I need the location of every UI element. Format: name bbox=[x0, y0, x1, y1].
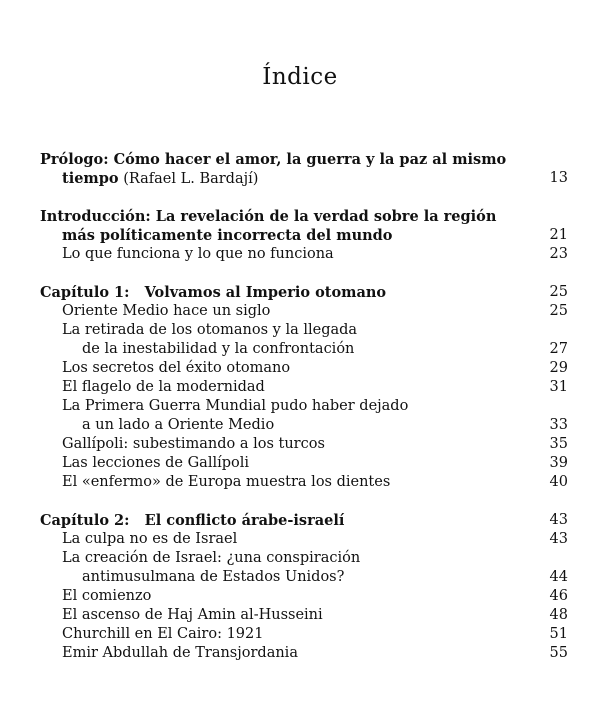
toc-entry-text: Los secretos del éxito otomano bbox=[62, 360, 291, 376]
toc-entry-text: El ascenso de Haj Amin al-Husseini bbox=[62, 607, 323, 623]
toc-entry-page: 43 bbox=[549, 531, 568, 547]
toc-entry-text: El flagelo de la modernidad bbox=[62, 379, 265, 395]
toc-entry-page: 55 bbox=[549, 645, 568, 661]
toc-entry-text: Emir Abdullah de Transjordania bbox=[62, 645, 298, 661]
toc-entry-page: 27 bbox=[549, 341, 568, 357]
toc-prologo-page: 13 bbox=[549, 170, 568, 186]
table-of-contents bbox=[40, 150, 568, 663]
toc-prologo-title-cont: tiempo bbox=[62, 170, 119, 187]
toc-introduccion-title: Introducción: La revelación de la verdad sobre la región bbox=[40, 208, 497, 225]
toc-introduccion-title-cont: más políticamente incorrecta del mundo bbox=[62, 227, 393, 244]
toc-entry bbox=[40, 435, 568, 454]
toc-entry bbox=[40, 625, 568, 644]
toc-entry-text: La culpa no es de Israel bbox=[62, 531, 238, 547]
toc-entry-text: Las lecciones de Gallípoli bbox=[62, 455, 250, 471]
toc-entry bbox=[40, 359, 568, 378]
toc-prologo-author: (Rafael L. Bardají) bbox=[118, 171, 259, 187]
toc-entry bbox=[40, 530, 568, 549]
toc-entry-text-cont: de la inestabilidad y la confrontación bbox=[82, 341, 355, 357]
toc-entry bbox=[40, 378, 568, 397]
toc-entry-page: 25 bbox=[549, 303, 568, 319]
toc-entry-page: 23 bbox=[549, 246, 568, 262]
toc-capitulo1-page: 25 bbox=[549, 284, 568, 300]
toc-introduccion-line2 bbox=[40, 226, 568, 245]
toc-entry-cont bbox=[40, 340, 568, 359]
toc-entry-cont bbox=[40, 568, 568, 587]
toc-entry-page: 35 bbox=[549, 436, 568, 452]
page-title: Índice bbox=[262, 64, 338, 90]
toc-entry-page: 44 bbox=[549, 569, 568, 585]
toc-entry bbox=[40, 397, 568, 416]
toc-entry-text-cont: antimusulmana de Estados Unidos? bbox=[82, 569, 345, 585]
toc-entry bbox=[40, 606, 568, 625]
toc-entry-page: 31 bbox=[549, 379, 568, 395]
toc-capitulo2-heading bbox=[40, 511, 568, 530]
toc-capitulo1-title: Capítulo 1: Volvamos al Imperio otomano bbox=[40, 284, 387, 301]
toc-introduccion-line1 bbox=[40, 207, 568, 226]
toc-entry-text: Lo que funciona y lo que no funciona bbox=[62, 246, 334, 262]
toc-capitulo2-page: 43 bbox=[549, 512, 568, 528]
toc-entry-page: 46 bbox=[549, 588, 568, 604]
toc-capitulo2-title: Capítulo 2: El conflicto árabe-israelí bbox=[40, 512, 345, 529]
toc-entry bbox=[40, 302, 568, 321]
toc-entry bbox=[40, 587, 568, 606]
toc-entry-page: 51 bbox=[549, 626, 568, 642]
toc-capitulo1-heading bbox=[40, 283, 568, 302]
toc-entry bbox=[40, 454, 568, 473]
toc-entry-text: El «enfermo» de Europa muestra los dientes bbox=[62, 474, 391, 490]
toc-entry-text: La retirada de los otomanos y la llegada bbox=[62, 322, 358, 338]
toc-prologo-line2 bbox=[40, 169, 568, 188]
toc-prologo-title: Prólogo: Cómo hacer el amor, la guerra y la paz al mismo bbox=[40, 151, 507, 168]
toc-entry-text: Churchill en El Cairo: 1921 bbox=[62, 626, 264, 642]
toc-entry-page: 39 bbox=[549, 455, 568, 471]
toc-entry-text: Gallípoli: subestimando a los turcos bbox=[62, 436, 325, 452]
toc-entry bbox=[40, 549, 568, 568]
toc-entry-text: El comienzo bbox=[62, 588, 152, 604]
toc-entry bbox=[40, 644, 568, 663]
toc-entry-text: La Primera Guerra Mundial pudo haber dejado bbox=[62, 398, 409, 414]
toc-entry-page: 33 bbox=[549, 417, 568, 433]
toc-entry-text-cont: a un lado a Oriente Medio bbox=[82, 417, 275, 433]
toc-entry-page: 40 bbox=[549, 474, 568, 490]
toc-entry bbox=[40, 245, 568, 264]
toc-entry bbox=[40, 321, 568, 340]
toc-entry bbox=[40, 473, 568, 492]
toc-entry-cont bbox=[40, 416, 568, 435]
toc-entry-text: Oriente Medio hace un siglo bbox=[62, 303, 271, 319]
toc-prologo-line1 bbox=[40, 150, 568, 169]
toc-entry-page: 29 bbox=[549, 360, 568, 376]
toc-entry-page: 48 bbox=[549, 607, 568, 623]
toc-entry-text: La creación de Israel: ¿una conspiración bbox=[62, 550, 361, 566]
toc-introduccion-page: 21 bbox=[549, 227, 568, 243]
